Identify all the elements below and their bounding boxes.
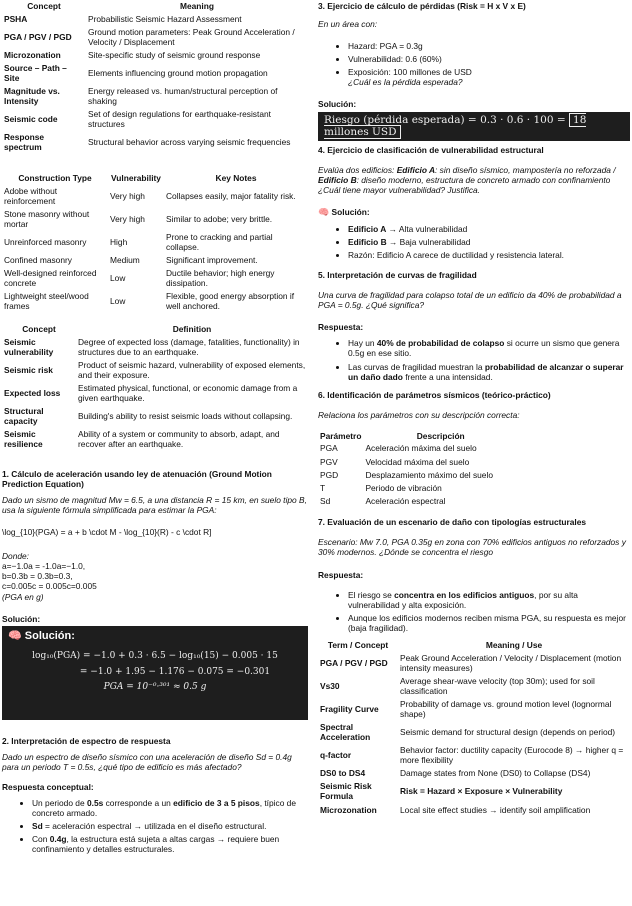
term-cell: DS0 to DS4 — [320, 768, 366, 779]
table-row — [2, 428, 308, 451]
column-header: Concept — [22, 323, 56, 334]
definition-cell: Building's ability to resist seismic loads without collapsing. — [78, 411, 293, 422]
column-header: Meaning — [180, 1, 214, 11]
notes-cell: Flexible, good energy absorption if well anchored. — [166, 291, 295, 312]
equation-line-3: PGA = 10⁻⁰·³⁰¹ ≈ 0.5 g — [103, 682, 207, 693]
solution-box-title — [8, 630, 302, 643]
section-6-intro: Relaciona los parámetros con su descripción correcta: — [318, 409, 520, 420]
column-header: Descripción — [416, 430, 465, 441]
concept-meaning-table — [2, 0, 308, 154]
section-2-intro: Dado un espectro de diseño sísmico con una aceleración de diseño Sd = 0.4g para un periodo T = 0.5s, ¿qué tipo de edificio es más afectado? — [2, 751, 292, 772]
param-cell: Sd — [320, 495, 331, 506]
section-7-response-label: Respuesta: — [318, 569, 364, 580]
risk-formula: Riesgo (pérdida esperada) = 0.3 · 0.6 · 100 = — [324, 113, 566, 126]
table-row — [2, 61, 308, 84]
column-header: Parámetro — [320, 430, 362, 441]
meaning-cell: Damage states from None (DS0) to Collapse (DS4) — [400, 768, 591, 779]
list-item: • Un periodo de 0.5s corresponde a un edificio de 3 a 5 pisos, típico de concreto armado. — [32, 798, 308, 818]
column-header: Key Notes — [215, 173, 257, 184]
table-row — [318, 803, 630, 816]
table-row — [318, 697, 630, 720]
left-column — [2, 0, 308, 860]
table-row — [2, 25, 308, 48]
param-cell: T — [320, 482, 326, 493]
notes-cell: Ductile behavior; high energy dissipation. — [166, 268, 275, 289]
table-row — [2, 48, 308, 61]
table-row — [2, 230, 308, 253]
vulnerability-cell: Very high — [110, 213, 145, 224]
meaning-cell: Seismic demand for structural design (depends on period) — [400, 727, 616, 738]
term-cell: Spectral Acceleration — [320, 722, 371, 743]
definition-cell: Degree of expected loss (damage, fatalities, functionality) in structures due to an earthquake. — [78, 336, 300, 357]
solution-box-title-text: Solución: — [24, 629, 75, 642]
concept-definition-table — [2, 323, 308, 451]
term-cell: Seismic resilience — [4, 429, 43, 450]
list-item: • Hay un 40% de probabilidad de colapso si ocurre un sismo que genera 0.5g en ese sitio. — [348, 338, 630, 358]
section-6-title: 6. Identificación de parámetros sísmicos (teórico-práctico) — [318, 389, 551, 400]
table-row — [2, 290, 308, 313]
param-b: b=0.3b = 0.3b=0.3, — [2, 571, 73, 582]
meaning-cell: Structural behavior across varying seismic frequencies — [88, 137, 291, 148]
vulnerability-cell: Medium — [110, 255, 140, 266]
list-item: • Hazard: PGA = 0.3g — [348, 41, 630, 51]
section-7-bullets — [348, 590, 630, 633]
meaning-cell: Set of design regulations for earthquake-resistant structures — [88, 109, 271, 130]
table-row — [2, 12, 308, 25]
section-2-response-label: Respuesta conceptual: — [2, 781, 94, 792]
term-cell: Response spectrum — [4, 132, 45, 153]
vulnerability-cell: Very high — [110, 190, 145, 201]
section-7-title: 7. Evaluación de un escenario de daño con tipologías estructurales — [318, 517, 587, 528]
meaning-cell: Risk = Hazard × Exposure × Vulnerability — [400, 786, 563, 797]
column-header: Vulnerability — [111, 173, 161, 184]
section-5-title: 5. Interpretación de curvas de fragilidad — [318, 270, 477, 281]
attenuation-formula: \log_{10}(PGA) = a + b \cdot M - \log_{10}(R) - c \cdot R] — [2, 527, 212, 538]
table-row — [318, 651, 630, 674]
section-5-intro: Una curva de fragilidad para colapso total de un edificio da 40% de probabilidad a PGA = 0.5g. ¿Qué significa? — [318, 290, 622, 311]
notes-cell: Significant improvement. — [166, 255, 258, 266]
list-item: • Las curvas de fragilidad muestran la probabilidad de alcanzar o superar un daño dado frente a una intensidad. — [348, 362, 630, 382]
notes-cell: Collapses easily, major fatality risk. — [166, 190, 296, 201]
notes-cell: Prone to cracking and partial collapse. — [166, 231, 273, 252]
list-item: • Exposición: 100 millones de USD ¿Cuál es la pérdida esperada? — [348, 67, 630, 87]
donde-label: Donde: — [2, 551, 30, 562]
term-cell: Source – Path – Site — [4, 62, 67, 83]
description-cell: Aceleración espectral — [365, 495, 446, 506]
section-3-bullets — [348, 41, 630, 87]
list-item: • Edificio B → Baja vulnerabilidad — [348, 237, 630, 247]
term-cell: Microzonation — [320, 804, 377, 815]
param-a: a=−1.0a = -1.0a=−1.0, — [2, 561, 86, 572]
definition-cell: Estimated physical, functional, or economic damage from a given earthquake. — [78, 382, 298, 403]
table-header — [318, 430, 518, 442]
meaning-cell: Probability of damage vs. ground motion level (lognormal shape) — [400, 698, 612, 719]
construction-vulnerability-table — [2, 172, 308, 313]
section-2-bullets — [32, 798, 308, 854]
description-cell: Periodo de vibración — [365, 482, 442, 493]
section-4-bullets — [348, 224, 630, 260]
section-5-bullets — [348, 338, 630, 381]
section-1-title: 1. Cálculo de aceleración usando ley de atenuación (Ground Motion Prediction Equation) — [2, 468, 272, 489]
table-row — [318, 468, 518, 481]
table-row — [318, 455, 518, 468]
meaning-cell: Peak Ground Acceleration / Velocity / Displacement (motion intensity measures) — [400, 652, 622, 673]
description-cell: Desplazamiento máximo del suelo — [365, 469, 493, 480]
term-cell: Seismic code — [4, 114, 58, 125]
equation-line-1: log₁₀(PGA) = −1.0 + 0.3 · 6.5 − log₁₀(15) − 0.005 · 15 — [32, 650, 278, 661]
list-item: • Aunque los edificios modernos reciben misma PGA, su respuesta es mejor (baja fragilidad). — [348, 613, 630, 633]
section-4-intro: Evalúa dos edificios: Edificio A: sin diseño sísmico, mampostería no reforzada / Edificio B: diseño moderno, estructura de concreto armado con confinamiento ¿Cuál tiene mayor vulnerabilidad? Justifica. — [318, 164, 616, 195]
type-cell: Stone masonry without mortar — [4, 208, 90, 229]
table-row — [2, 405, 308, 428]
meaning-cell: Local site effect studies → identify soil amplification — [400, 804, 591, 815]
term-cell: Expected loss — [4, 387, 61, 398]
section-3-intro: En un área con: — [318, 19, 378, 30]
table-row — [318, 767, 630, 780]
brain-icon: 🧠 — [318, 207, 330, 218]
solution-box — [2, 626, 308, 720]
meaning-cell: Site-specific study of seismic ground response — [88, 49, 261, 60]
table-row — [2, 108, 308, 131]
meaning-cell: Ground motion parameters: Peak Ground Acceleration / Velocity / Displacement — [88, 26, 295, 47]
risk-formula-box — [318, 112, 630, 141]
column-header: Meaning / Use — [485, 639, 543, 650]
table-row — [2, 254, 308, 267]
meaning-cell: Energy released vs. human/structural perception of shaking — [88, 86, 278, 107]
list-item: • Edificio A → Alta vulnerabilidad — [348, 224, 630, 234]
table-row — [2, 381, 308, 404]
table-row — [2, 207, 308, 230]
section-5-response-label: Respuesta: — [318, 322, 364, 333]
section-1-intro: Dado un sismo de magnitud Mw = 6.5, a una distancia R = 15 km, en suelo tipo B, usa la siguiente fórmula simplificada para estimar la PGA: — [2, 494, 307, 516]
definition-cell: Product of seismic hazard, vulnerability of exposed elements, and their exposure. — [78, 359, 306, 380]
table-row — [2, 85, 308, 108]
type-cell: Well-designed reinforced concrete — [4, 268, 97, 289]
table-row — [318, 674, 630, 697]
pga-unit: (PGA en g) — [2, 591, 44, 602]
term-cell: Microzonation — [4, 49, 61, 60]
param-c: c=0.005c = 0.005c=0.005 — [2, 581, 97, 592]
param-cell: PGA — [320, 443, 338, 454]
type-cell: Confined masonry — [4, 255, 72, 266]
description-cell: Velocidad máxima del suelo — [365, 456, 470, 467]
section-3-solution-label: Solución: — [318, 99, 357, 110]
term-cell: Structural capacity — [4, 406, 44, 427]
definition-cell: Ability of a system or community to absorb, adapt, and recover after an earthquake. — [78, 429, 280, 450]
term-cell: Magnitude vs. Intensity — [4, 86, 60, 107]
description-cell: Aceleración máxima del suelo — [365, 443, 477, 454]
table-header — [2, 0, 308, 12]
type-cell: Unreinforced masonry — [4, 236, 87, 247]
parameter-table — [318, 430, 518, 507]
term-cell: Seismic vulnerability — [4, 336, 54, 357]
vulnerability-cell: High — [110, 236, 128, 247]
table-row — [2, 184, 308, 207]
term-cell: PSHA — [4, 13, 28, 24]
meaning-cell: Average shear-wave velocity (top 30m); used for soil classification — [400, 675, 595, 696]
section-4-solution-label — [318, 207, 630, 218]
list-item: • Con 0.4g, la estructura está sujeta a altas cargas → requiere buen confinamiento y detalles estructurales. — [32, 834, 308, 854]
right-column — [318, 0, 630, 816]
term-cell: Vs30 — [320, 680, 340, 691]
term-meaning-table — [318, 639, 630, 816]
column-header: Concept — [27, 1, 61, 11]
meaning-cell: Probabilistic Seismic Hazard Assessment — [88, 13, 242, 24]
list-item: • Razón: Edificio A carece de ductilidad y resistencia lateral. — [348, 250, 630, 260]
table-row — [318, 721, 630, 744]
vulnerability-cell: Low — [110, 296, 126, 307]
column-header: Term / Concept — [327, 639, 389, 650]
column-header: Definition — [172, 323, 212, 334]
param-cell: PGV — [320, 456, 338, 467]
term-cell: q-factor — [320, 750, 352, 761]
meaning-cell: Behavior factor: ductility capacity (Eurocode 8) → higher q = more flexibility — [400, 745, 624, 766]
table-row — [318, 744, 630, 767]
list-item: • Vulnerabilidad: 0.6 (60%) — [348, 54, 630, 64]
solution-label: Solución: — [2, 613, 41, 624]
meaning-cell: Elements influencing ground motion propagation — [88, 67, 268, 78]
section-3-title: 3. Ejercicio de cálculo de pérdidas (Risk = H x V x E) — [318, 1, 526, 11]
term-cell: PGA / PGV / PGD — [4, 31, 72, 42]
table-row — [2, 267, 308, 290]
type-cell: Lightweight steel/wood frames — [4, 291, 89, 312]
notes-cell: Similar to adobe; very brittle. — [166, 213, 273, 224]
term-cell: Seismic risk — [4, 364, 53, 375]
section-4-solution-text: Solución: — [331, 207, 370, 218]
vulnerability-cell: Low — [110, 273, 126, 284]
table-row — [318, 442, 518, 455]
table-header — [2, 172, 308, 184]
table-row — [318, 481, 518, 494]
section-7-intro: Escenario: Mw 7.0, PGA 0.35g en zona con 70% edificios antiguos no reforzados y 30% modernos. ¿Dónde se concentra el riesgo — [318, 537, 626, 558]
table-row — [318, 780, 630, 803]
table-row — [2, 131, 308, 154]
table-row — [318, 494, 518, 507]
risk-result: 18 millones USD — [324, 113, 587, 139]
brain-icon: 🧠 — [8, 629, 22, 642]
term-cell: Fragility Curve — [320, 703, 379, 714]
term-cell: PGA / PGV / PGD — [320, 657, 388, 668]
table-row — [2, 358, 308, 381]
column-header: Construction Type — [18, 173, 92, 184]
table-row — [2, 335, 308, 358]
section-2-title: 2. Interpretación de espectro de respuesta — [2, 735, 171, 746]
equation-line-2: = −1.0 + 1.95 − 1.176 − 0.075 = −0.301 — [79, 666, 271, 677]
section-4-title: 4. Ejercicio de clasificación de vulnerabilidad estructural — [318, 144, 544, 155]
term-cell: Seismic Risk Formula — [320, 781, 372, 802]
type-cell: Adobe without reinforcement — [4, 185, 58, 206]
table-header — [318, 639, 630, 651]
table-header — [2, 323, 308, 335]
list-item: • Sd = aceleración espectral → utilizada en el diseño estructural. — [32, 821, 308, 831]
list-item: • El riesgo se concentra en los edificios antiguos, por su alta vulnerabilidad y alta exposición. — [348, 590, 630, 610]
param-cell: PGD — [320, 469, 339, 480]
